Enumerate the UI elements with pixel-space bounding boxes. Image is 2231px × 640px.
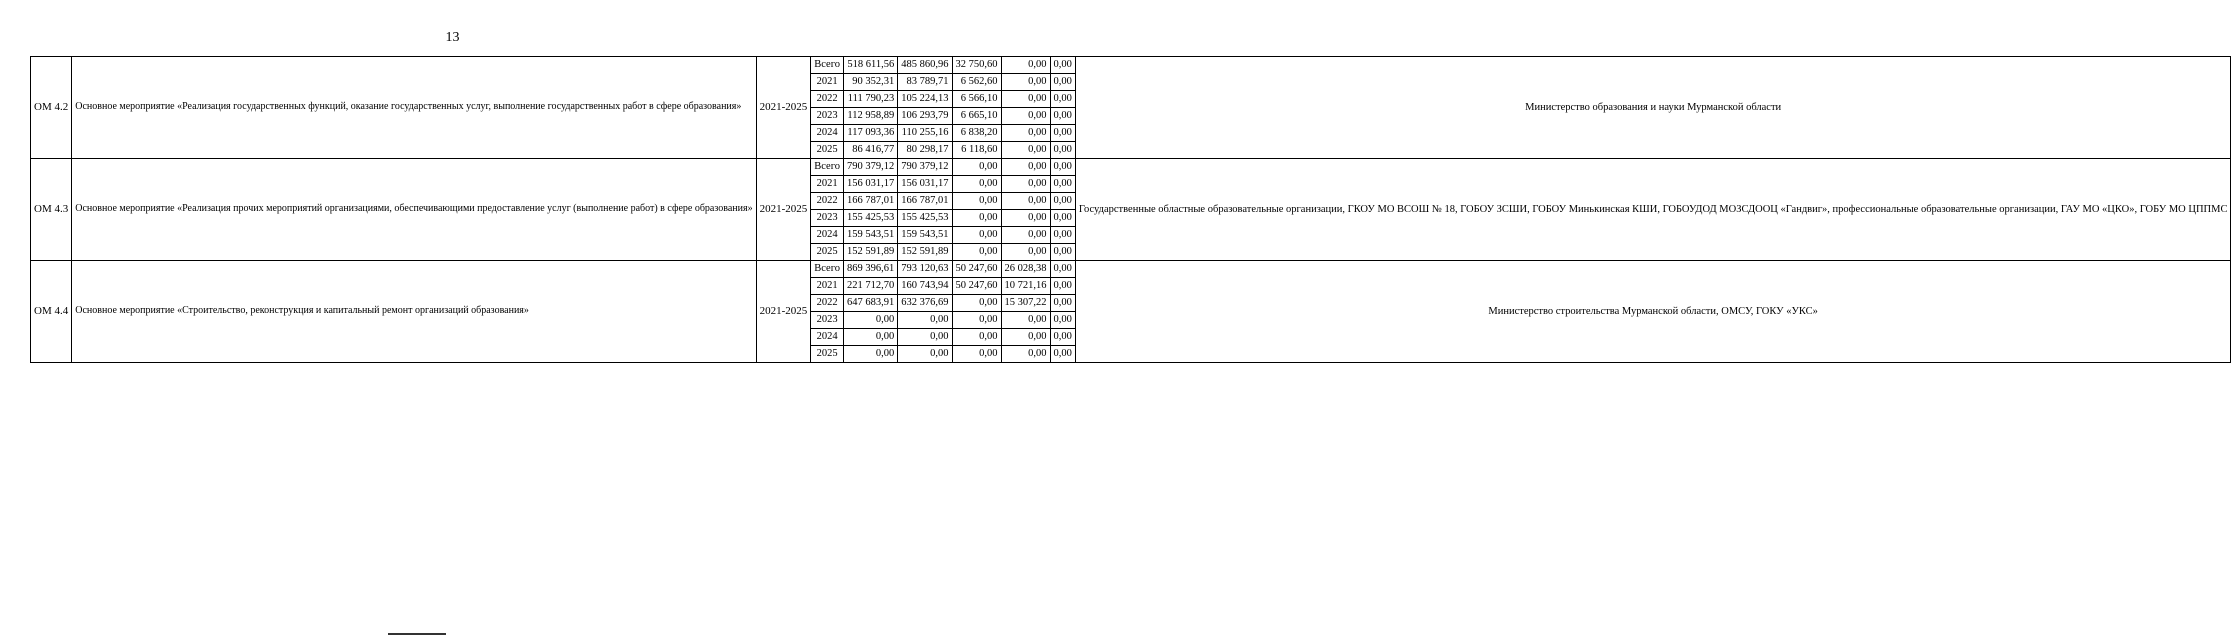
amount-cell: 790 379,12 <box>898 159 952 176</box>
amount-cell: 0,00 <box>1050 295 1075 312</box>
measure-code-cell: ОМ 4.3 <box>31 159 72 261</box>
amount-cell: 0,00 <box>1050 244 1075 261</box>
year-cell: 2021 <box>811 278 844 295</box>
amount-cell: 50 247,60 <box>952 278 1001 295</box>
amount-cell: 0,00 <box>1001 193 1050 210</box>
amount-cell: 0,00 <box>1050 329 1075 346</box>
amount-cell: 0,00 <box>1050 227 1075 244</box>
measure-code-cell: ОМ 4.4 <box>31 261 72 363</box>
amount-cell: 10 721,16 <box>1001 278 1050 295</box>
period-cell: 2021-2025 <box>756 159 811 261</box>
amount-cell: 0,00 <box>1050 193 1075 210</box>
program-table <box>30 56 2231 363</box>
year-cell: 2022 <box>811 295 844 312</box>
amount-cell: 0,00 <box>952 159 1001 176</box>
amount-cell: 0,00 <box>1001 91 1050 108</box>
year-cell: 2024 <box>811 329 844 346</box>
amount-cell: 166 787,01 <box>844 193 898 210</box>
amount-cell: 0,00 <box>1001 57 1050 74</box>
amount-cell: 0,00 <box>1050 125 1075 142</box>
period-cell: 2021-2025 <box>756 57 811 159</box>
measure-name-cell: Основное мероприятие «Строительство, реконструкция и капитальный ремонт организаций образования» <box>72 261 756 363</box>
amount-cell: 0,00 <box>1050 210 1075 227</box>
amount-cell: 0,00 <box>844 329 898 346</box>
measure-name-cell: Основное мероприятие «Реализация прочих мероприятий организациями, обеспечивающими предоставление услуг (выполнение работ) в сфере образования» <box>72 159 756 261</box>
amount-cell: 0,00 <box>1050 261 1075 278</box>
amount-cell: 0,00 <box>844 312 898 329</box>
amount-cell: 0,00 <box>952 346 1001 363</box>
amount-cell: 0,00 <box>952 176 1001 193</box>
amount-cell: 6 665,10 <box>952 108 1001 125</box>
amount-cell: 0,00 <box>844 346 898 363</box>
amount-cell: 0,00 <box>952 193 1001 210</box>
amount-cell: 0,00 <box>1050 91 1075 108</box>
amount-cell: 111 790,23 <box>844 91 898 108</box>
table-row <box>31 159 2231 176</box>
amount-cell: 159 543,51 <box>844 227 898 244</box>
amount-cell: 0,00 <box>898 329 952 346</box>
period-cell: 2021-2025 <box>756 261 811 363</box>
amount-cell: 0,00 <box>1050 142 1075 159</box>
year-cell: 2023 <box>811 312 844 329</box>
year-cell: 2021 <box>811 74 844 91</box>
amount-cell: 0,00 <box>1050 57 1075 74</box>
measure-name-cell: Основное мероприятие «Реализация государственных функций, оказание государственных услуг, выполнение государственных работ в сфере образования» <box>72 57 756 159</box>
amount-cell: 0,00 <box>1001 108 1050 125</box>
amount-cell: 793 120,63 <box>898 261 952 278</box>
footer-line <box>388 633 446 635</box>
amount-cell: 0,00 <box>1050 278 1075 295</box>
amount-cell: 0,00 <box>1001 142 1050 159</box>
amount-cell: 6 566,10 <box>952 91 1001 108</box>
amount-cell: 0,00 <box>952 295 1001 312</box>
amount-cell: 50 247,60 <box>952 261 1001 278</box>
amount-cell: 166 787,01 <box>898 193 952 210</box>
amount-cell: 0,00 <box>1050 159 1075 176</box>
executor-cell: Министерство строительства Мурманской области, ОМСУ, ГОКУ «УКС» <box>1075 261 2231 363</box>
amount-cell: 0,00 <box>952 210 1001 227</box>
amount-cell: 0,00 <box>1050 74 1075 91</box>
amount-cell: 26 028,38 <box>1001 261 1050 278</box>
amount-cell: 0,00 <box>1001 74 1050 91</box>
amount-cell: 152 591,89 <box>844 244 898 261</box>
year-cell: 2025 <box>811 244 844 261</box>
amount-cell: 0,00 <box>1001 329 1050 346</box>
executor-cell: Государственные областные образовательные организации, ГКОУ МО ВСОШ № 18, ГОБОУ ЗСШИ, ГОБОУ Минькинская КШИ, ГОБОУДОД МОЗСДООЦ «Гандвиг», профессиональные образовательные организации, ГАУ МО «ЦКО», ГОБУ МО ЦППМС <box>1075 159 2231 261</box>
year-cell: 2025 <box>811 346 844 363</box>
amount-cell: 0,00 <box>1050 346 1075 363</box>
amount-cell: 86 416,77 <box>844 142 898 159</box>
amount-cell: 6 118,60 <box>952 142 1001 159</box>
amount-cell: 6 562,60 <box>952 74 1001 91</box>
amount-cell: 221 712,70 <box>844 278 898 295</box>
amount-cell: 6 838,20 <box>952 125 1001 142</box>
amount-cell: 156 031,17 <box>844 176 898 193</box>
amount-cell: 0,00 <box>1001 176 1050 193</box>
amount-cell: 0,00 <box>1001 210 1050 227</box>
year-cell: 2025 <box>811 142 844 159</box>
amount-cell: 155 425,53 <box>844 210 898 227</box>
amount-cell: 0,00 <box>898 312 952 329</box>
table-row <box>31 261 2231 278</box>
amount-cell: 0,00 <box>1050 312 1075 329</box>
amount-cell: 0,00 <box>1001 159 1050 176</box>
amount-cell: 0,00 <box>952 312 1001 329</box>
year-cell: 2024 <box>811 125 844 142</box>
amount-cell: 0,00 <box>1050 176 1075 193</box>
amount-cell: 32 750,60 <box>952 57 1001 74</box>
amount-cell: 518 611,56 <box>844 57 898 74</box>
amount-cell: 106 293,79 <box>898 108 952 125</box>
year-cell: 2021 <box>811 176 844 193</box>
amount-cell: 790 379,12 <box>844 159 898 176</box>
amount-cell: 155 425,53 <box>898 210 952 227</box>
amount-cell: 0,00 <box>1001 227 1050 244</box>
executor-cell: Министерство образования и науки Мурманской области <box>1075 57 2231 159</box>
amount-cell: 632 376,69 <box>898 295 952 312</box>
year-cell: 2024 <box>811 227 844 244</box>
table-row <box>31 57 2231 74</box>
amount-cell: 647 683,91 <box>844 295 898 312</box>
amount-cell: 0,00 <box>1001 312 1050 329</box>
amount-cell: 0,00 <box>952 244 1001 261</box>
amount-cell: 0,00 <box>952 227 1001 244</box>
amount-cell: 15 307,22 <box>1001 295 1050 312</box>
year-cell: Всего <box>811 261 844 278</box>
amount-cell: 117 093,36 <box>844 125 898 142</box>
amount-cell: 0,00 <box>1001 244 1050 261</box>
amount-cell: 156 031,17 <box>898 176 952 193</box>
year-cell: 2022 <box>811 193 844 210</box>
year-cell: Всего <box>811 57 844 74</box>
amount-cell: 90 352,31 <box>844 74 898 91</box>
amount-cell: 0,00 <box>1001 125 1050 142</box>
amount-cell: 159 543,51 <box>898 227 952 244</box>
amount-cell: 110 255,16 <box>898 125 952 142</box>
amount-cell: 80 298,17 <box>898 142 952 159</box>
amount-cell: 869 396,61 <box>844 261 898 278</box>
amount-cell: 160 743,94 <box>898 278 952 295</box>
amount-cell: 83 789,71 <box>898 74 952 91</box>
amount-cell: 485 860,96 <box>898 57 952 74</box>
year-cell: 2022 <box>811 91 844 108</box>
page-number: 13 <box>445 30 460 45</box>
amount-cell: 112 958,89 <box>844 108 898 125</box>
amount-cell: 0,00 <box>1001 346 1050 363</box>
amount-cell: 152 591,89 <box>898 244 952 261</box>
measure-code-cell: ОМ 4.2 <box>31 57 72 159</box>
amount-cell: 0,00 <box>1050 108 1075 125</box>
year-cell: 2023 <box>811 210 844 227</box>
amount-cell: 0,00 <box>952 329 1001 346</box>
year-cell: Всего <box>811 159 844 176</box>
year-cell: 2023 <box>811 108 844 125</box>
amount-cell: 0,00 <box>898 346 952 363</box>
amount-cell: 105 224,13 <box>898 91 952 108</box>
